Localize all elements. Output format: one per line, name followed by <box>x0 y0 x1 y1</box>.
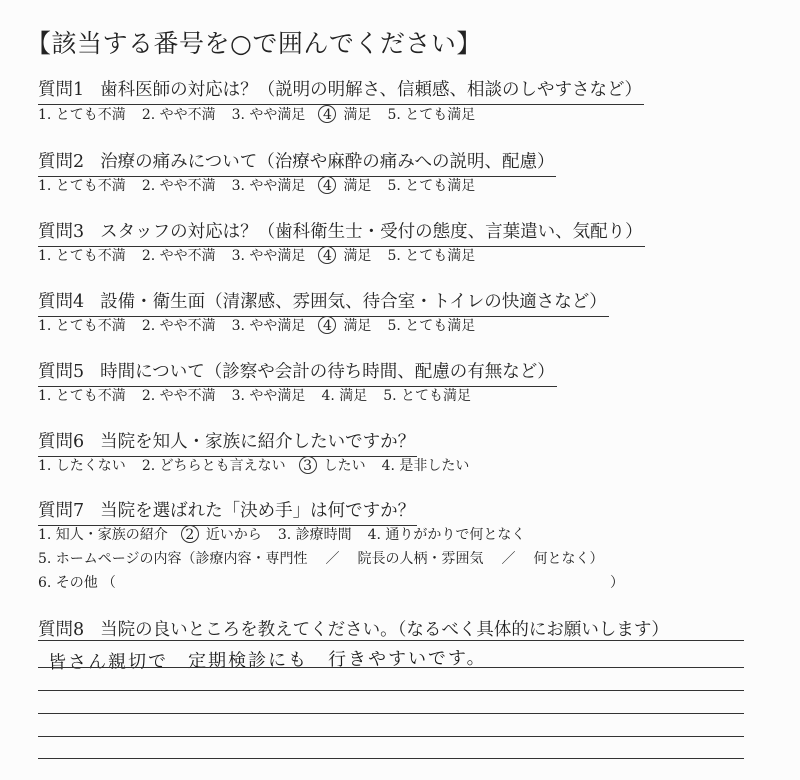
q5-option-3[interactable]: 3. やや満足 <box>231 388 306 404</box>
q7-option-5-c: 何となく） <box>533 551 604 567</box>
other-paren-close: ） <box>610 575 624 591</box>
question-6-number: 質問6 <box>38 432 85 452</box>
question-3-options <box>38 245 491 265</box>
question-5-number: 質問5 <box>38 362 85 382</box>
question-6-options <box>38 455 485 475</box>
question-2-number: 質問2 <box>38 152 85 172</box>
question-1-number: 質問1 <box>38 80 85 100</box>
question-7-text: 当院を選ばれた「決め手」は何ですか？ <box>100 501 416 521</box>
q1-option-5[interactable]: 5. とても満足 <box>387 107 476 123</box>
question-3-title <box>38 218 645 247</box>
question-8-number: 質問8 <box>38 620 85 640</box>
question-4-number: 質問4 <box>38 292 85 312</box>
q2-option-5[interactable]: 5. とても満足 <box>387 178 476 194</box>
q1-option-2[interactable]: 2. やや不満 <box>141 107 216 123</box>
question-7-options-row1 <box>38 524 541 544</box>
question-7-number: 質問7 <box>38 501 85 521</box>
q5-option-5[interactable]: 5. とても満足 <box>383 388 472 404</box>
question-7-options-row3 <box>38 572 658 592</box>
q2-option-2[interactable]: 2. やや不満 <box>141 178 216 194</box>
question-5-text: 時間について（診察や会計の待ち時間、配慮の有無など） <box>100 362 555 382</box>
ruled-line <box>38 713 744 714</box>
ruled-line <box>38 640 744 641</box>
q7-option-5-b: 院長の人柄・雰囲気 <box>357 551 484 567</box>
question-1-title <box>38 76 644 105</box>
q3-option-2[interactable]: 2. やや不満 <box>141 248 216 264</box>
q2-option-4-circled[interactable]: 4 満足 <box>321 175 371 195</box>
q3-option-4-label: 満足 <box>343 248 372 264</box>
q4-option-4-circled[interactable]: 4 満足 <box>321 315 371 335</box>
q3-option-3[interactable]: 3. やや満足 <box>231 248 306 264</box>
question-4-text: 設備・衛生面（清潔感、雰囲気、待合室・トイレの快適さなど） <box>100 292 607 312</box>
q7-option-3[interactable]: 3. 診療時間 <box>277 527 352 543</box>
q5-option-2[interactable]: 2. やや不満 <box>141 388 216 404</box>
question-8-text: 当院の良いところを教えてください。（なるべく具体的にお願いします） <box>100 620 669 640</box>
q3-option-4-circled[interactable]: 4 満足 <box>321 245 371 265</box>
q6-option-1[interactable]: 1. したくない <box>38 458 126 474</box>
question-5-options <box>38 385 487 405</box>
question-2-options <box>38 175 491 195</box>
q5-option-4[interactable]: 4. 満足 <box>321 388 368 404</box>
q7-option-6[interactable]: 6. その他 <box>38 575 98 591</box>
q4-option-1[interactable]: 1. とても不満 <box>38 318 126 334</box>
slash-separator: ／ <box>501 551 516 567</box>
q1-option-4-circled[interactable]: 4 満足 <box>321 104 371 124</box>
question-4-options <box>38 315 491 335</box>
q2-option-3[interactable]: 3. やや満足 <box>231 178 306 194</box>
q2-option-1[interactable]: 1. とても不満 <box>38 178 126 194</box>
q6-option-2[interactable]: 2. どちらとも言えない <box>141 458 286 474</box>
question-1-text: 歯科医師の対応は？（説明の明解さ、信頼感、相談のしやすさなど） <box>100 80 642 100</box>
q4-option-2[interactable]: 2. やや不満 <box>141 318 216 334</box>
q4-option-3[interactable]: 3. やや満足 <box>231 318 306 334</box>
q4-option-4-label: 満足 <box>343 318 372 334</box>
q4-option-5[interactable]: 5. とても満足 <box>387 318 476 334</box>
q5-option-1[interactable]: 1. とても不満 <box>38 388 126 404</box>
slash-separator: ／ <box>325 551 340 567</box>
question-1-options <box>38 104 491 124</box>
handwritten-answer[interactable]: 皆さん親切で 定期検診にも 行きやすいです。 <box>47 647 487 674</box>
question-2-title <box>38 148 556 177</box>
question-6-title <box>38 428 417 457</box>
q1-option-1[interactable]: 1. とても不満 <box>38 107 126 123</box>
question-5-title <box>38 358 557 387</box>
q1-option-3[interactable]: 3. やや満足 <box>231 107 306 123</box>
other-paren-open: （ <box>101 575 116 591</box>
q6-option-3-label: したい <box>323 458 366 474</box>
question-7-options-row2 <box>38 548 604 568</box>
ruled-line <box>38 736 744 737</box>
ruled-line <box>38 667 744 668</box>
question-3-text: スタッフの対応は？（歯科衛生士・受付の態度、言葉遣い、気配り） <box>100 222 643 242</box>
q7-option-2-circled[interactable]: 2 近いから <box>184 524 262 544</box>
question-3-number: 質問3 <box>38 222 85 242</box>
q7-option-1[interactable]: 1. 知人・家族の紹介 <box>38 527 168 543</box>
ruled-line <box>38 690 744 691</box>
q7-option-4[interactable]: 4. 通りがかりで何となく <box>367 527 526 543</box>
question-4-title <box>38 288 609 317</box>
ruled-line <box>38 758 744 759</box>
question-2-text: 治療の痛みについて（治療や麻酔の痛みへの説明、配慮） <box>100 152 555 172</box>
q2-option-4-label: 満足 <box>343 178 372 194</box>
q7-option-5[interactable]: 5. ホームページの内容（診療内容・専門性 <box>38 551 308 567</box>
q6-option-3-circled[interactable]: 3 したい <box>302 455 366 475</box>
q1-option-4-label: 満足 <box>343 107 372 123</box>
q7-option-2-label: 近いから <box>205 527 262 543</box>
page-header: 【該当する番号を○で囲んでください】 <box>26 29 482 58</box>
q6-option-4[interactable]: 4. 是非したい <box>381 458 470 474</box>
question-7-title <box>38 497 417 526</box>
q3-option-5[interactable]: 5. とても満足 <box>387 248 476 264</box>
q3-option-1[interactable]: 1. とても不満 <box>38 248 126 264</box>
question-6-text: 当院を知人・家族に紹介したいですか？ <box>100 432 416 452</box>
